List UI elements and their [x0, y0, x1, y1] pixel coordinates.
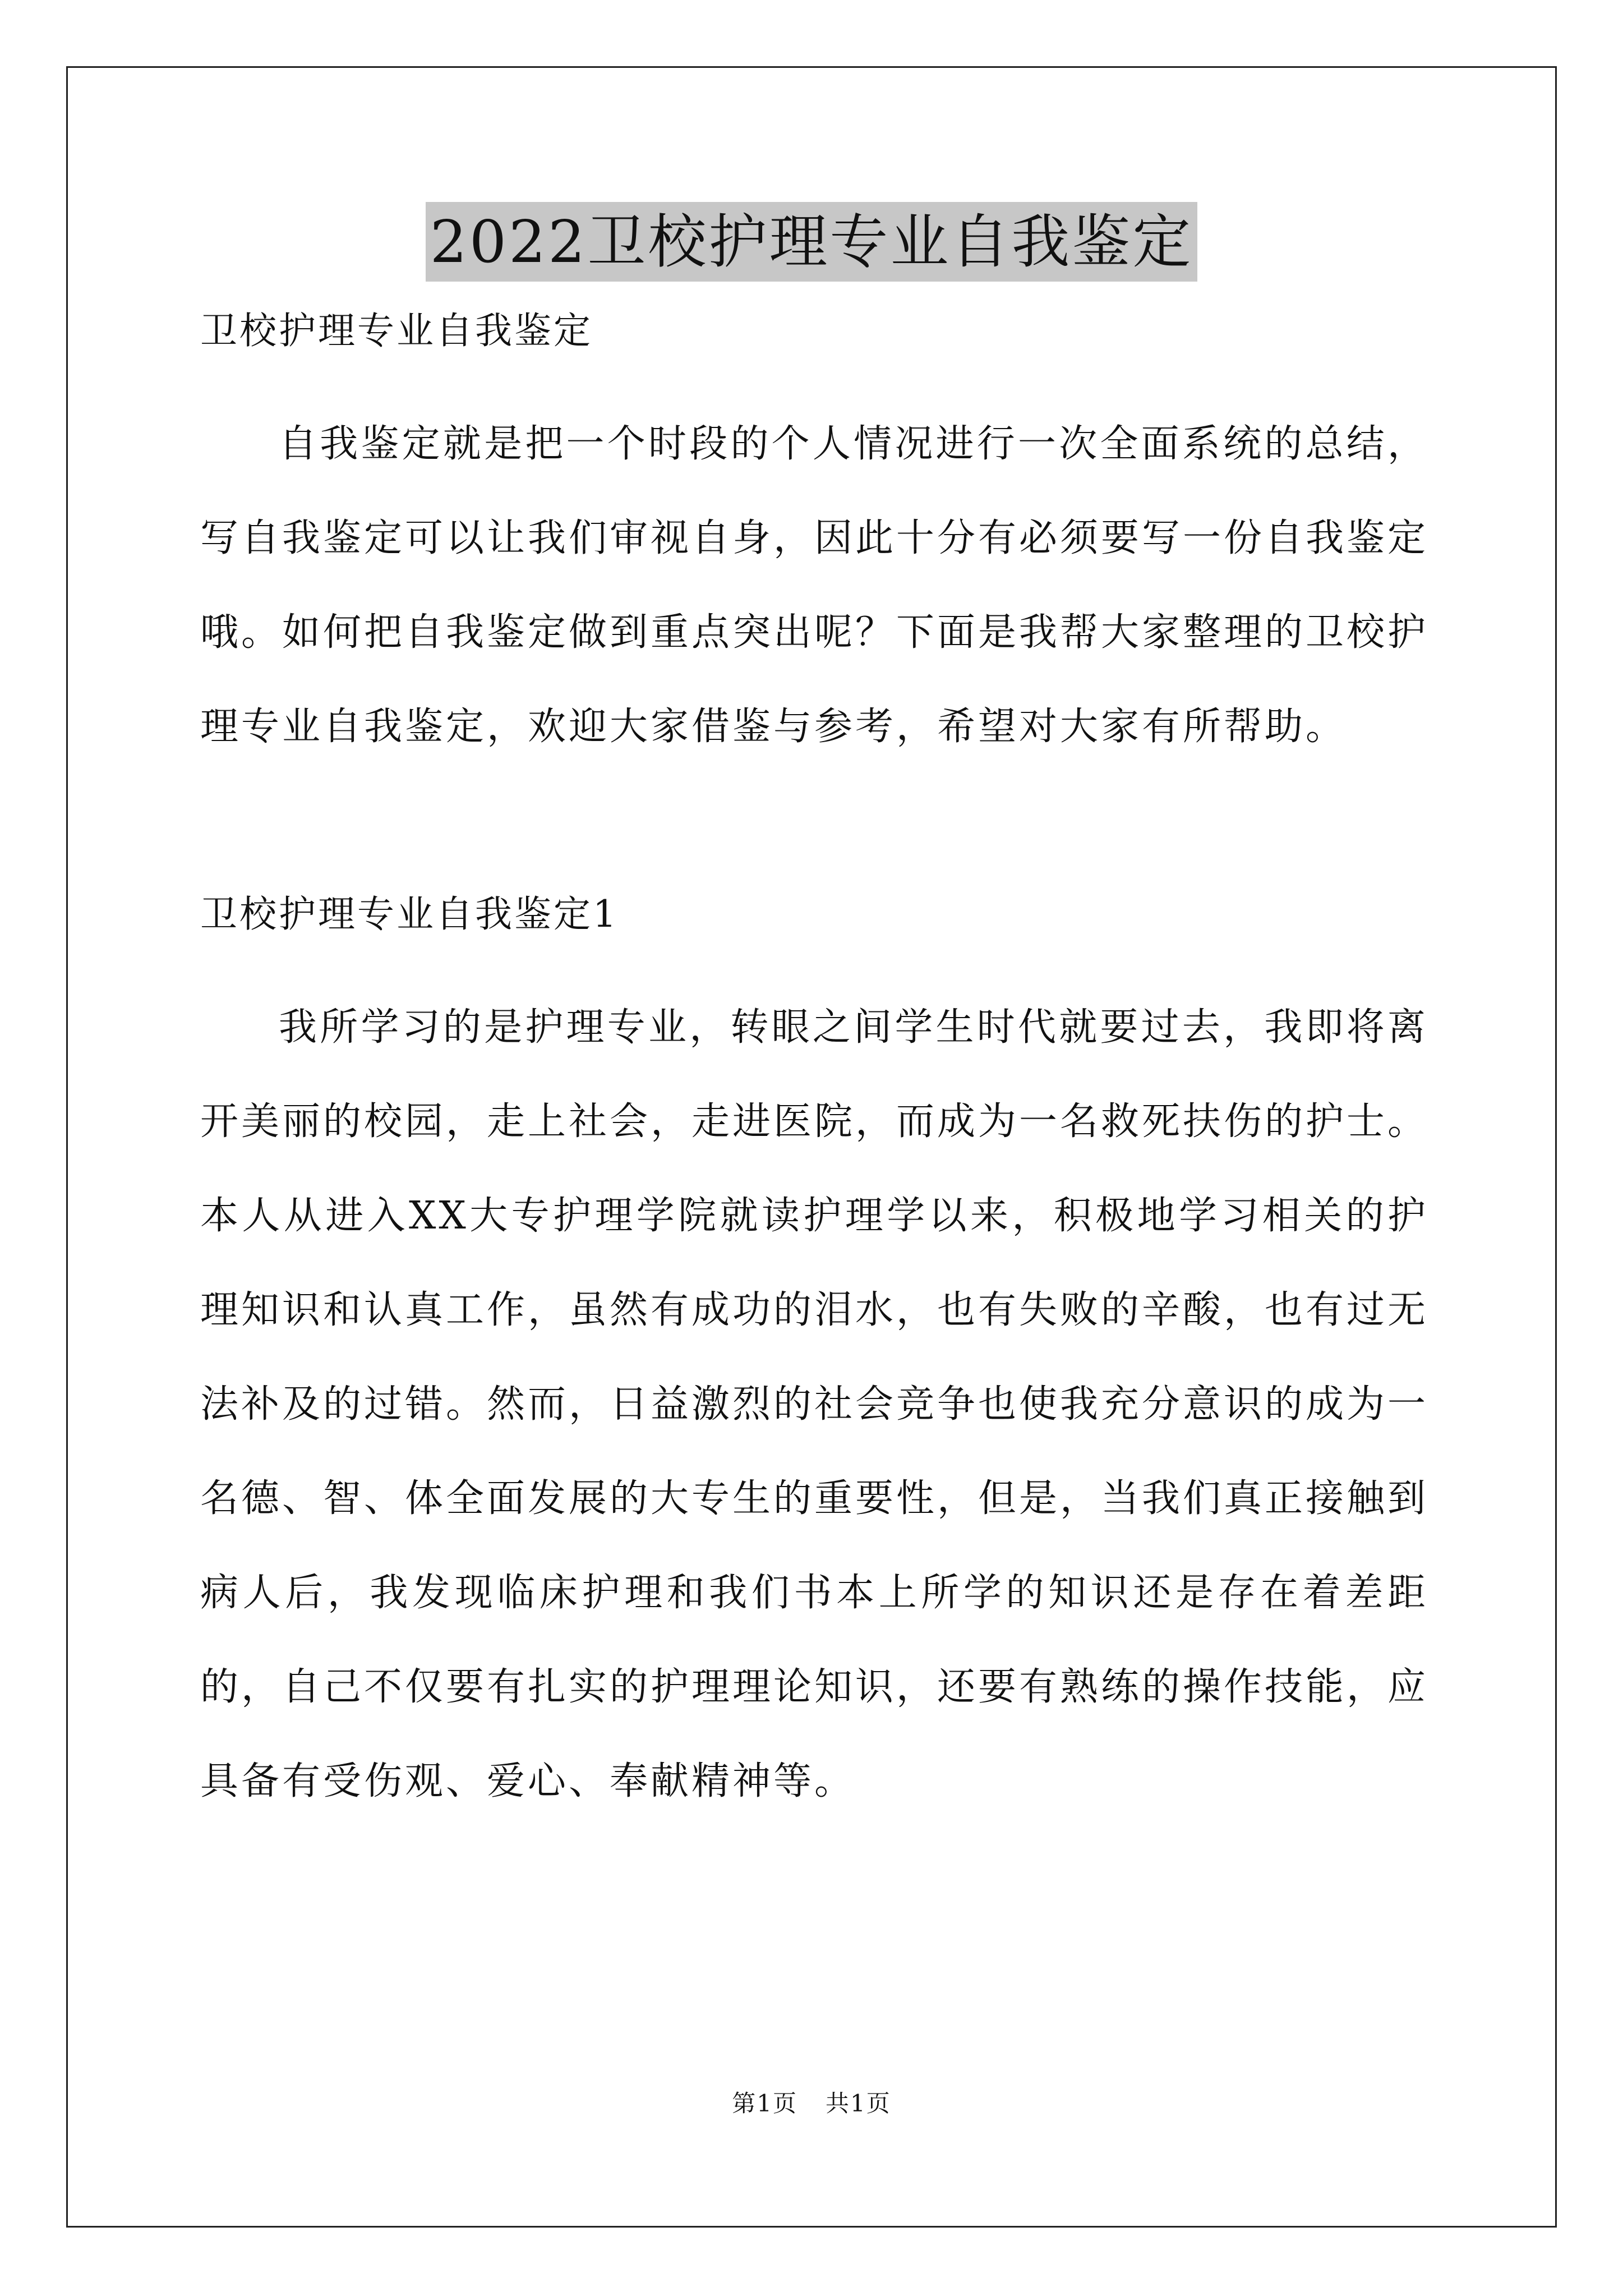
document-body [200, 303, 1428, 1829]
section1-heading: 卫校护理专业自我鉴定1 [200, 892, 619, 936]
section1-paragraph: 我所学习的是护理专业，转眼之间学生时代就要过去，我即将离开美丽的校园，走上社会，走进医院，而成为一名救死扶伤的护士。本人从进入XX大专护理学院就读护理学以来，积极地学习相关的护理知识和认真工作，虽然有成功的泪水，也有失败的辛酸，也有过无法补及的过错。然而，日益激烈的社会竞争也使我充分意识的成为一名德、智、体全面发展的大专生的重要性，但是，当我们真正接触到病人后，我发现临床护理和我们书本上所学的知识还是存在着差距的，自己不仅要有扎实的护理理论知识，还要有熟练的操作技能，应具备有受伤观、爱心、奉献精神等。 [200, 1005, 1429, 1803]
page-current: 第1页 [732, 2090, 797, 2117]
intro-heading: 卫校护理专业自我鉴定 [200, 309, 593, 352]
document-title: 2022卫校护理专业自我鉴定 [426, 202, 1198, 282]
page-footer [0, 2087, 1623, 2120]
intro-paragraph: 自我鉴定就是把一个时段的个人情况进行一次全面系统的总结，写自我鉴定可以让我们审视自身，因此十分有必须要写一份自我鉴定哦。如何把自我鉴定做到重点突出呢？下面是我帮大家整理的卫校护理专业自我鉴定，欢迎大家借鉴与参考，希望对大家有所帮助。 [200, 422, 1429, 749]
page-total: 共1页 [826, 2090, 891, 2117]
title-container [0, 202, 1623, 282]
